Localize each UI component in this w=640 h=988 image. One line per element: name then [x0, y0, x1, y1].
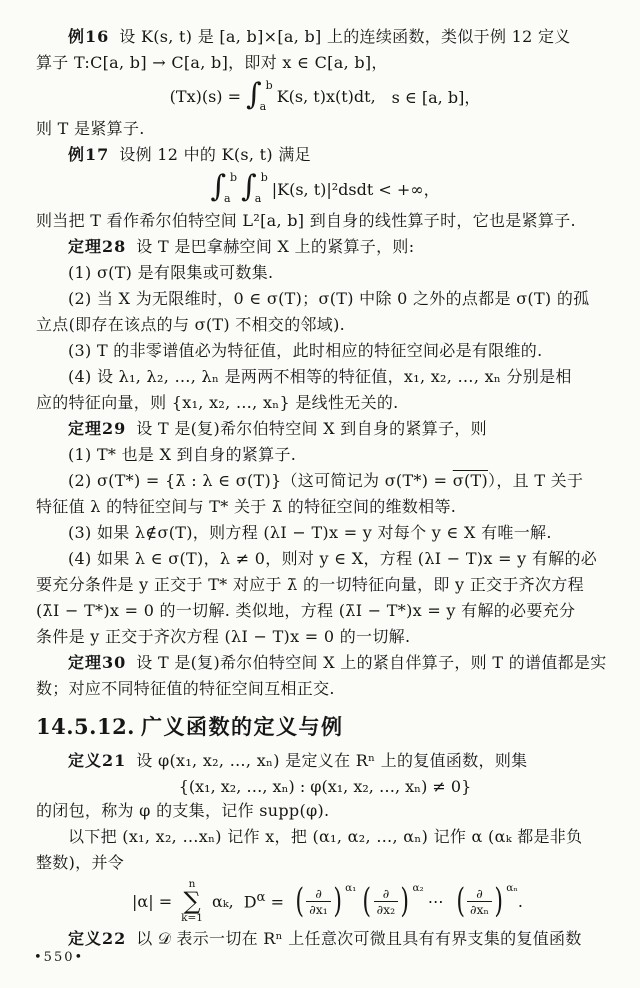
integral-limits [226, 172, 237, 204]
formula-integral-operator [36, 76, 614, 116]
definition21-line1 [36, 748, 614, 774]
integral-upper-limit: b [230, 171, 238, 184]
formula1-condition: s ∈ [a, b]， [391, 87, 481, 107]
d-operator [244, 890, 284, 911]
theorem28-label: 定理28 [68, 237, 127, 256]
theorem28-item1-text: (1) σ(T) 是有限集或可数集. [68, 263, 274, 282]
definition21-line3 [36, 798, 614, 824]
summation-sign [181, 879, 203, 924]
theorem29-item4-line3 [36, 598, 614, 624]
theorem29-item2-post: ），且 T 关于 [488, 471, 584, 490]
integral-glyph: ∫ [241, 169, 257, 204]
theorem29-item2-line2 [36, 494, 614, 520]
theorem29-item4-text4: 条件是 y 正交于齐次方程 (λI − T)x = 0 的一切解. [36, 627, 411, 646]
theorem29-item4-line4 [36, 624, 614, 650]
theorem29-item1 [36, 442, 614, 468]
definition22-line1 [36, 926, 614, 952]
formula-support-set [36, 774, 614, 798]
theorem28-item2-text2: 立点(即存在该点的与 σ(T) 不相交的邻域). [36, 315, 346, 334]
theorem30-text2: 数；对应不同特征值的特征空间互相正交. [36, 679, 335, 698]
example16-text2: 算子 T:C[a, b] → C[a, b]，即对 x ∈ C[a, b]， [36, 53, 388, 72]
theorem29-item2-pre: (2) σ(T*) = {λ̄ : λ ∈ σ(T)}（这可简记为 σ(T*) = [68, 471, 453, 490]
integral-limits [254, 171, 268, 205]
theorem29-item4-line1 [36, 546, 614, 572]
theorem29-item3 [36, 520, 614, 546]
integral-sign [241, 169, 272, 205]
formula1-integrand: K(s, t)x(t)dt, [276, 86, 376, 106]
equals-sign: = [270, 892, 285, 912]
example17-conclusion-text: 则当把 T 看作希尔伯特空间 L²[a, b] 到自身的线性算子时，它也是紧算子. [36, 211, 576, 230]
theorem30-line2 [36, 676, 614, 702]
d-base: D [243, 892, 257, 912]
sum-term: αₖ, [211, 891, 234, 911]
theorem28-item3-text: (3) T 的非零谱值必为特征值，此时相应的特征空间必是有限维的. [68, 341, 543, 360]
theorem29-item4-line2 [36, 572, 614, 598]
formula1-lhs: (Tx)(s) = [169, 86, 242, 106]
definition21-text2: 的闭包，称为 φ 的支集，记作 supp(φ). [36, 801, 330, 820]
definition21-label: 定义21 [68, 751, 127, 770]
section-heading [36, 712, 614, 742]
theorem29-item4-text3: (λ̄I − T*)x = 0 的一切解. 类似地，方程 (λ̄I − T*)x = y 有解的必要充分 [36, 601, 576, 620]
fraction [467, 886, 492, 917]
right-paren: ) [494, 881, 503, 921]
integral-glyph: ∫ [210, 169, 226, 204]
integral-upper-limit: b [265, 79, 273, 92]
integral-upper-limit: b [260, 171, 268, 184]
theorem29-label: 定理29 [68, 419, 127, 438]
theorem28-line1 [36, 234, 614, 260]
theorem28-item4-text2: 应的特征向量，则 {x₁, x₂, …, xₙ} 是线性无关的. [36, 393, 399, 412]
left-paren: ( [362, 881, 372, 921]
notation-line1 [36, 824, 614, 850]
example16-conclusion-text: 则 T 是紧算子. [36, 119, 145, 138]
theorem29-line1 [36, 416, 614, 442]
section-number: 14.5.12. [36, 714, 135, 739]
sum-upper-limit: n [188, 877, 196, 890]
fraction-denominator: ∂x₂ [374, 901, 399, 917]
formula-double-integral [36, 168, 614, 208]
left-paren: ( [295, 881, 304, 921]
sum-lower-limit: k=1 [181, 911, 203, 924]
integral-glyph: ∫ [246, 77, 262, 112]
formula2-integrand: |K(s, t)|²dsdt < +∞， [271, 179, 440, 199]
partial-derivative-factor-1 [293, 881, 357, 921]
theorem29-item2-text2: 特征值 λ 的特征空间与 T* 关于 λ̄ 的特征空间的维数相等. [36, 497, 457, 516]
theorem29-item4-text2: 要充分条件是 y 正交于 T* 对应于 λ̄ 的一切特征向量，即 y 正交于齐次方程 [36, 575, 584, 594]
theorem28-item4-line2 [36, 390, 614, 416]
d-exponent: α [256, 890, 266, 906]
example16-label: 例16 [68, 27, 110, 46]
theorem29-item3-text: (3) 如果 λ∉σ(T)，则方程 (λI − T)x = y 对每个 y ∈ X 有唯一解. [68, 523, 552, 542]
formula-period: . [517, 891, 523, 911]
notation-line2 [36, 850, 614, 876]
theorem29-item4-text1: (4) 如果 λ ∈ σ(T)，λ ≠ 0，则对 y ∈ X，方程 (λI − T)x = y 有解的必 [68, 549, 598, 568]
left-paren: ( [456, 881, 465, 921]
notation-text1: 以下把 (x₁, x₂, …xₙ) 记作 x，把 (α₁, α₂, …, αₙ) 记作 α (αₖ 都是非负 [68, 827, 583, 846]
definition21-text: 设 φ(x₁, x₂, …, xₙ) 是定义在 Rⁿ 上的复值函数，则集 [136, 751, 528, 770]
fraction [374, 886, 399, 917]
partial-derivative-factor-n [454, 881, 518, 921]
partial-derivative-factor-2 [360, 881, 424, 921]
support-set-expression: {(x₁, x₂, …, xₙ) : φ(x₁, x₂, …, xₙ) ≠ 0} [178, 776, 472, 796]
right-paren: ) [333, 881, 342, 921]
theorem28-item4-line1 [36, 364, 614, 390]
cdots: ⋯ [427, 891, 446, 911]
integral-lower-limit: a [259, 100, 267, 113]
notation-text2: 整数)，并令 [36, 853, 125, 872]
fraction-numerator: ∂ [476, 885, 483, 901]
alpha-norm-lhs: |α| = [132, 891, 173, 911]
integral-limits [259, 79, 273, 113]
theorem30-label: 定理30 [68, 653, 127, 672]
theorem28-text: 设 T 是巴拿赫空间 X 上的紧算子，则: [136, 237, 415, 256]
fraction [306, 886, 331, 917]
right-paren: ) [400, 881, 410, 921]
fraction-denominator: ∂xₙ [467, 901, 492, 917]
factor-exponent: αₙ [506, 882, 518, 894]
fraction-numerator: ∂ [315, 885, 322, 901]
theorem29-item1-text: (1) T* 也是 X 到自身的紧算子. [68, 445, 297, 464]
theorem28-item4-text1: (4) 设 λ₁, λ₂, …, λₙ 是两两不相等的特征值，x₁, x₂, …, xₙ 分别是相 [68, 367, 572, 386]
sum-glyph: ∑ [183, 886, 201, 915]
fraction-denominator: ∂x₁ [306, 901, 331, 917]
page-number: •550• [34, 950, 85, 965]
theorem30-text: 设 T 是(复)希尔伯特空间 X 上的紧自伴算子，则 T 的谱值都是实 [136, 653, 607, 672]
example17-text: 设例 12 中的 K(s, t) 满足 [119, 145, 311, 164]
example16-text: 设 K(s, t) 是 [a, b]×[a, b] 上的连续函数，类似于例 12 定义 [119, 27, 571, 46]
integral-lower-limit: a [254, 192, 262, 205]
theorem30-line1 [36, 650, 614, 676]
definition22-label: 定义22 [68, 929, 127, 948]
definition22-text: 以 𝒟 表示一切在 Rⁿ 上任意次可微且具有有界支集的复值函数 [136, 929, 582, 948]
theorem28-item3 [36, 338, 614, 364]
example17-line1 [36, 142, 614, 168]
integral-sign [210, 169, 241, 205]
formula-multiindex [36, 876, 614, 926]
integral-lower-limit: a [224, 192, 231, 205]
example16-conclusion [36, 116, 614, 142]
section-title: 广义函数的定义与例 [141, 714, 344, 739]
theorem28-item2-text1: (2) 当 X 为无限维时，0 ∈ σ(T)；σ(T) 中除 0 之外的点都是 σ(T) 的孤 [68, 289, 590, 308]
theorem29-item2-line1 [36, 468, 614, 494]
factor-exponent: α₁ [345, 882, 357, 894]
theorem28-item1 [36, 260, 614, 286]
example16-line2 [36, 50, 614, 76]
example16-line1 [36, 24, 614, 50]
example17-label: 例17 [68, 145, 110, 164]
theorem28-item2-line1 [36, 286, 614, 312]
theorem29-text: 设 T 是(复)希尔伯特空间 X 到自身的紧算子，则 [136, 419, 487, 438]
overline-sigma-T: σ(T) [452, 471, 489, 490]
example17-conclusion [36, 208, 614, 234]
factor-exponent: α₂ [412, 882, 424, 894]
fraction-numerator: ∂ [382, 885, 390, 901]
theorem28-item2-line2 [36, 312, 614, 338]
integral-sign [246, 77, 277, 113]
